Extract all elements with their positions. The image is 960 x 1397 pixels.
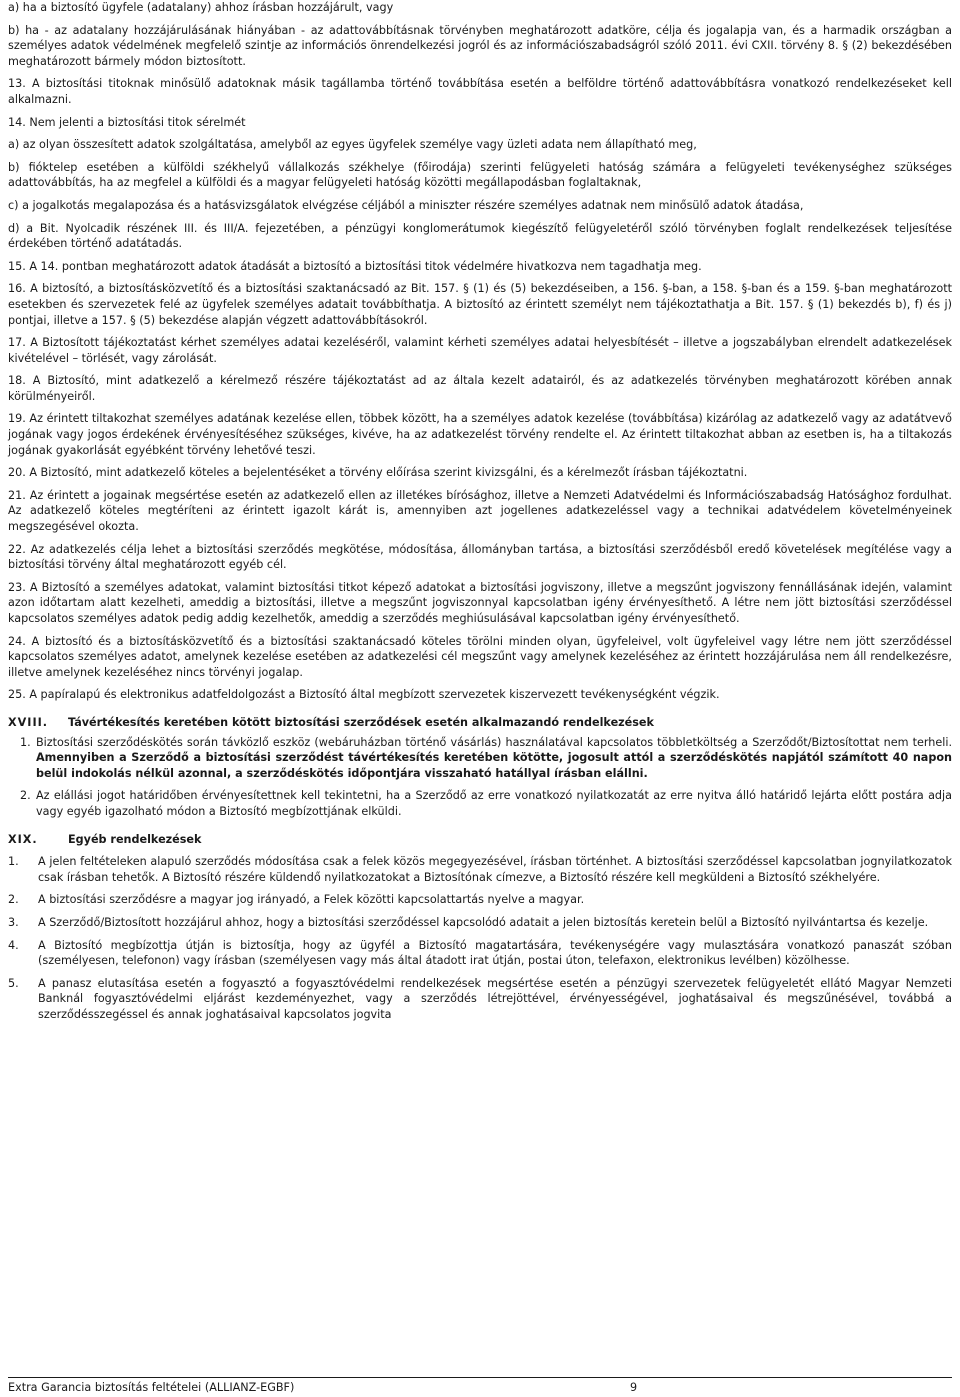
page-number: 9 [630,1381,638,1394]
item-text: A jelen feltételeken alapuló szerződés módosítása csak a felek közös megegyezésével, írásban történhet. A biztosítási szerződéssel kapcsolatban jognyilatkozatok csak írásban tehetők. A Biztosító részére küldendő nyilatkozatokat a Biztosítónak címezve, a Biztosító részére kell megküldeni a Biztosító székhelyére. [38,855,952,884]
item-number: 1. [20,735,31,749]
section-number-xviii: XVIII. [8,715,49,729]
section-xviii-item-2 [8,788,952,819]
paragraph-15: 15. A 14. pontban meghatározott adatok átadását a biztosító a biztosítási titok védelmére hivatkozva nem tagadhatja meg. [8,259,702,273]
list-item [8,976,952,1023]
section-heading-xix: Egyéb rendelkezések [68,832,202,846]
paragraph-24: 24. A biztosító és a biztosításközvetítő és a biztosítási szaktanácsadó köteles törölni minden olyan, ügyfeleivel, volt ügyfeleivel vagy létre nem jött szerződéssel kapcsolatos személyes adatot, amelynek kezelése esetében az adatkezelési cél megszűnt vagy amelynek kezeléséhez az érintett hozzájárulása nem áll rendelkezésre, illetve amelynek kezeléséhez nincs törvényi jogalap. [8,634,952,679]
item-number: 5. [8,976,19,990]
item-number: 1. [8,855,19,869]
item-text: A Szerződő/Biztosított hozzájárul ahhoz, hogy a biztosítási szerződéssel kapcsolódó adatait a jelen biztosítás keretein belül a Biztosító nyilvántartsa és kezelje. [38,915,929,929]
section-xix-list [8,854,952,1022]
section-heading-xviii: Távértékesítés keretében kötött biztosítási szerződések esetén alkalmazandó rendelkezések [68,715,654,729]
paragraph-18: 18. A Biztosító, mint adatkezelő a kérelmező részére tájékoztatást ad az általa kezelt adatairól, és az adatkezelés törvényben meghatározott körében annak körülményeiről. [8,374,952,403]
document-body [8,0,952,1022]
item-number: 2. [20,789,31,803]
item-text: A biztosítási szerződésre a magyar jog irányadó, a Felek közötti kapcsolattartás nyelve a magyar. [38,893,585,907]
item-text: Az elállási jogot határidőben érvényesítettnek kell tekintetni, ha a Szerződő az erre vonatkozó nyilatkozatát az erre nyitva álló határidő lejárta előtt postára adja vagy egyéb igazolható módon a Biztosító megbízottjának elküldi. [36,789,952,818]
paragraph-14: 14. Nem jelenti a biztosítási titok sérelmét [8,115,246,129]
list-item [8,854,952,885]
list-item [8,938,952,969]
paragraph-14d: d) a Bit. Nyolcadik részének III. és III/A. fejezetében, a pénzügyi konglomerátumok kiegészítő felügyeletéről szóló törvényben foglalt rendelkezések teljesítése érdekében történő adatátadás. [8,221,952,251]
paragraph-16: 16. A biztosító, a biztosításközvetítő és a biztosítási szaktanácsadó az Bit. 157. § (1) és (5) bekezdéseiben, a 156. §-ban, a 158. §-ban és a 159. §-ban meghatározott esetekben és szervezetek felé az ügyfelek személyes adatait továbbíthatja. A biztosító az érintett személyt nem tájékoztathatja a Bit. 157. § (1) bekezdés b), f) és j) pontjai, illetve a 157. § (5) bekezdése alapján végzett adattovábbításokról. [8,282,952,327]
item-number: 3. [8,915,19,929]
section-number-xix: XIX. [8,832,38,846]
paragraph-20: 20. A Biztosító, mint adatkezelő köteles a bejelentéséket a törvény előírása szerint kivizsgálni, és a kérelmezőt írásban tájékoztatni. [8,466,748,480]
section-title-xix [8,832,952,848]
paragraph-21: 21. Az érintett a jogainak megsértése esetén az adatkezelő ellen az illetékes bírósághoz, illetve a Nemzeti Adatvédelmi és Információszabadság Hatósághoz fordulhat. Az adatkezelő köteles megtéríteni az érintett igazolt kárát is, amennyiben azt jogellenes adatkezeléssel vagy a technikai adatvédelem követelményeinek megszegésével okozta. [8,488,952,534]
item-number: 2. [8,893,19,907]
item-number: 4. [8,938,19,952]
item-text-bold: Amennyiben a Szerződő a biztosítási szerződést távértékesítés keretében kötötte, jogosult attól a szerződéskötés napjától számított 40 napon belül indokolás nélkül azonnal, a szerződéskötés időpontjára visszaható hatállyal írásban elállni. [36,751,952,780]
list-item [8,892,952,908]
paragraph-14a: a) az olyan összesített adatok szolgáltatása, amelyből az egyes ügyfelek személye vagy üzleti adata nem állapítható meg, [8,138,697,152]
list-item [8,915,952,931]
paragraph-14b: b) fióktelep esetében a külföldi székhelyű vállalkozás székhelye (főirodája) szerinti felügyeleti hatóság számára a felügyeleti tevékenységhez szükséges adattovábbítás, ha az megfelel a külföldi és a magyar felügyeleti hatóság közötti megállapodásban foglaltaknak, [8,160,952,190]
page-footer [8,1377,952,1397]
paragraph-17: 17. A Biztosított tájékoztatást kérhet személyes adatai kezeléséről, valamint kérheti személyes adatai helyesbítését – illetve a jogszabályban elrendelt adatkezelések kivételével – törlését, vagy zárolását. [8,336,952,365]
footer-document-title: Extra Garancia biztosítás feltételei (ALLIANZ-EGBF) [8,1381,295,1394]
paragraph-22: 22. Az adatkezelés célja lehet a biztosítási szerződés megkötése, módosítása, állományban tartása, a biztosítási szerződésből eredő követelések megítélése vagy a biztosítási törvény által meghatározott egyéb cél. [8,542,952,572]
paragraph-23: 23. A Biztosító a személyes adatokat, valamint biztosítási titkot képező adatokat a biztosítási jogviszony, illetve a megszűnt jogviszony fennállásának idején, valamint azon időtartam alatt kezelheti, ameddig a biztosítási, illetve a megszűnt jogviszonnyal kapcsolatban igény érvényesíthető. A létre nem jött biztosítási szerződéssel kapcsolatos személyes adatok pedig addig kezelhetők, ameddig a szerződés meghiúsulásával kapcsolatban igény érvényesíthető. [8,580,952,625]
item-text: Biztosítási szerződéskötés során távközlő eszköz (webáruházban történő vásárlás) használatával kapcsolatos többletköltség a Szerződőt/Biztosítottat nem terheli. [36,735,952,749]
paragraph-19: 19. Az érintett tiltakozhat személyes adatának kezelése ellen, többek között, ha a személyes adatok kezelése (továbbítása) kizárólag az adatkezelő vagy az adatátvevő jogának vagy jogos érdekének érvényesítéséhez szükséges, kivéve, ha az adatkezelést törvény rendelte el. Az érintett tiltakozhat abban az esetben is, ha a tiltakozás jogának gyakorlását egyébként törvény lehetővé teszi. [8,412,952,457]
paragraph-b: b) ha - az adatalany hozzájárulásának hiányában - az adattovábbításnak törvényben meghatározott adatköre, célja és jogalapja van, és a harmadik országban a személyes adatok védelmének megfelelő szintje az információs önrendelkezési jogról és az információszabadságról szóló 2011. évi CXII. törvény 8. § (2) bekezdésében meghatározott bármely módon biztosított. [8,23,952,68]
paragraph-13: 13. A biztosítási titoknak minősülő adatoknak másik tagállamba történő továbbítása esetén a belföldre történő adattovábbításra vonatkozó rendelkezéseket kell alkalmazni. [8,77,952,106]
paragraph-a: a) ha a biztosító ügyfele (adatalany) ahhoz írásban hozzájárult, vagy [8,1,394,14]
section-xviii-item-1 [8,735,952,782]
item-text: A Biztosító megbízottja útján is biztosítja, hogy az ügyfél a Biztosító magatartására, tevékenységére vagy mulasztására vonatkozó panaszát szóban (személyesen, telefonon) vagy írásban (személyesen vagy más által átadott irat útján, postai úton, telefaxon, elektronikus levélben) közölhesse. [38,938,952,968]
item-text: A panasz elutasítása esetén a fogyasztó a fogyasztóvédelmi rendelkezések megsértése esetén a pénzügyi szervezetek felügyeletét ellátó Magyar Nemzeti Banknál fogyasztóvédelmi eljárást kezdeményezhet, vagy a szerződés létrejöttével, érvényességével, joghatásaival és megszűnésével, továbbá a szerződésszegéssel és annak joghatásaival kapcsolatos jogvita [38,976,952,1021]
paragraph-14c: c) a jogalkotás megalapozása és a hatásvizsgálatok elvégzése céljából a miniszter részére személyes adatnak nem minősülő adatok átadása, [8,198,804,212]
paragraph-25: 25. A papíralapú és elektronikus adatfeldolgozást a Biztosító által megbízott szervezetek kiszervezett tevékenységként végzik. [8,688,720,702]
section-title-xviii [8,715,952,731]
